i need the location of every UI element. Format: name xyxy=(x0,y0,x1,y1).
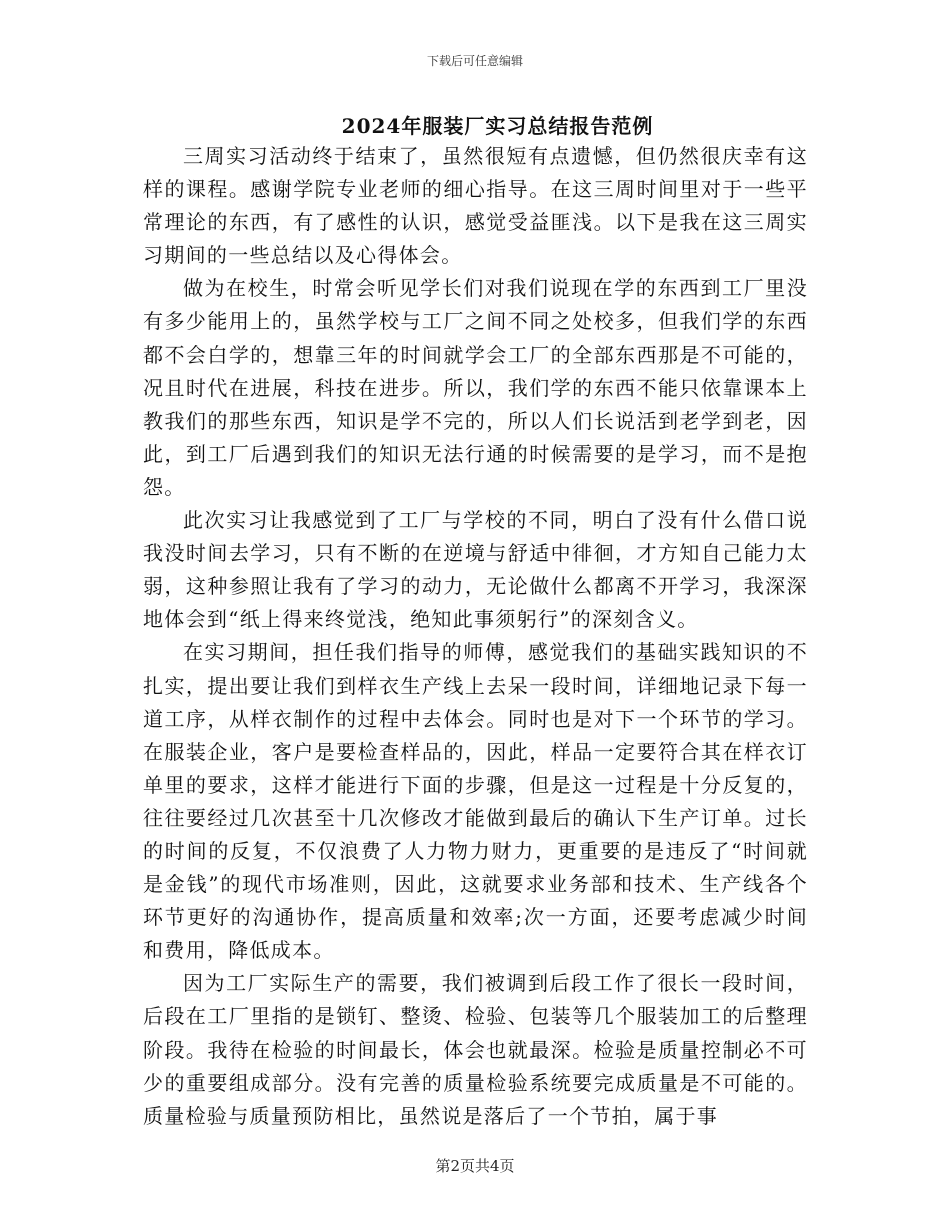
page-number-footer: 第2页共4页 xyxy=(435,1157,515,1175)
header-note: 下载后可任意编辑 xyxy=(426,54,523,68)
paragraph: 三周实习活动终于结束了，虽然很短有点遗憾，但仍然很庆幸有这样的课程。感谢学院专业老师的细心指导。在这三周时间里对于一些平常理论的东西，有了感性的认识，感觉受益匪浅。以下是我在这三周实习期间的一些总结以及心得体会。 xyxy=(143,144,808,268)
paragraph: 在实习期间，担任我们指导的师傅，感觉我们的基础实践知识的不扎实，提出要让我们到样衣生产线上去呆一段时间，详细地记录下每一道工序，从样衣制作的过程中去体会。同时也是对下一个环节的学习。在服装企业，客户是要检查样品的，因此，样品一定要符合其在样衣订单里的要求，这样才能进行下面的步骤，但是这一过程是十分反复的，往往要经过几次甚至十几次修改才能做到最后的确认下生产订单。过长的时间的反复，不仅浪费了人力物力财力，更重要的是违反了“时间就是金钱”的现代市场准则，因此，这就要求业务部和技术、生产线各个环节更好的沟通协作，提高质量和效率;次一方面，还要考虑减少时间和费用，降低成本。 xyxy=(143,640,808,963)
document-title: 2024年服装厂实习总结报告范例 xyxy=(341,114,654,138)
document-body xyxy=(143,140,808,1133)
paragraph: 做为在校生，时常会听见学长们对我们说现在学的东西到工厂里没有多少能用上的，虽然学校与工厂之间不同之处校多，但我们学的东西都不会白学的，想靠三年的时间就学会工厂的全部东西那是不可能的，况且时代在进展，科技在进步。所以，我们学的东西不能只依靠课本上教我们的那些东西，知识是学不完的，所以人们长说活到老学到老，因此，到工厂后遇到我们的知识无法行通的时候需要的是学习，而不是抱怨。 xyxy=(143,276,808,499)
paragraph: 此次实习让我感觉到了工厂与学校的不同，明白了没有什么借口说我没时间去学习，只有不断的在逆境与舒适中徘徊，才方知自己能力太弱，这种参照让我有了学习的动力，无论做什么都离不开学习，我深深地体会到“纸上得来终觉浅，绝知此事须躬行”的深刻含义。 xyxy=(143,508,808,632)
paragraph: 因为工厂实际生产的需要，我们被调到后段工作了很长一段时间，后段在工厂里指的是锁钉、整烫、检验、包装等几个服装加工的后整理阶段。我待在检验的时间最长，体会也就最深。检验是质量控制必不可少的重要组成部分。没有完善的质量检验系统要完成质量是不可能的。质量检验与质量预防相比，虽然说是落后了一个节拍，属于事 xyxy=(143,971,808,1128)
